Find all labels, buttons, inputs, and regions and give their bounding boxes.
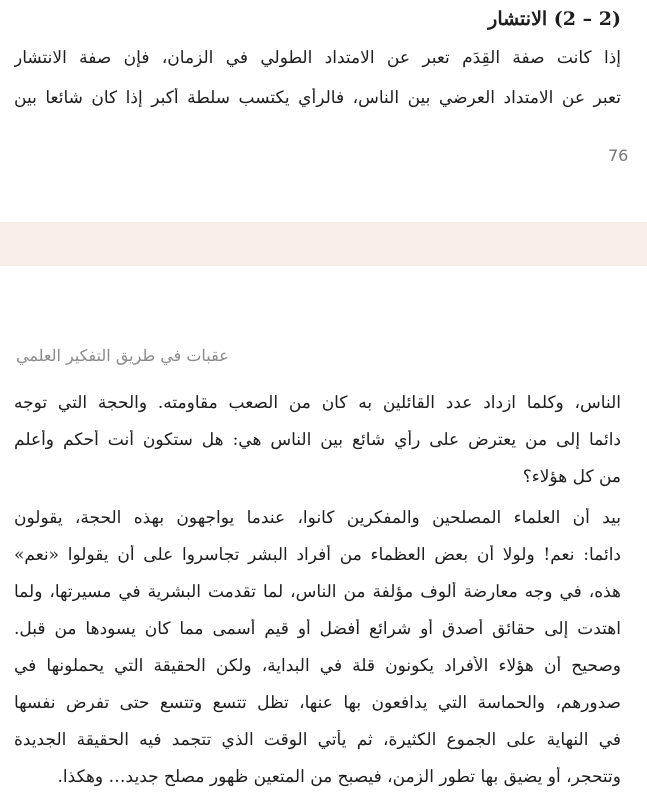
- paragraph-1-line-2: دائما إلى من يعترض على رأي شائع بين الناس هي: هل ستكون أنت أحكم وأعلم: [14, 430, 621, 450]
- paragraph-2-line-8: وتتحجر، أو يضيق بها تطور الزمن، فيصبح من المتعين ظهور مصلح جديد… وهكذا.: [57, 767, 621, 787]
- paragraph-2-line-2: دائما: نعم! ولولا أن بعض العظماء من أفراد البشر تجاسروا على أن يقولوا «نعم»: [14, 545, 621, 565]
- paragraph-1-line-3: من كل هؤلاء؟: [522, 467, 621, 487]
- paragraph-2-line-3: هذه، في وجه معارضة ألوف مؤلفة من الناس، لما تقدمت البشرية في مسيرتها، ولما: [14, 582, 621, 602]
- paragraph-2-line-1: بيد أن العلماء المصلحين والمفكرين كانوا، عندما يواجهون بهذه الحجة، يقولون: [14, 508, 621, 528]
- paragraph-2-line-7: في النهاية على الجموع الكثيرة، ثم يأتي الوقت الذي تتجمد فيه الحقيقة الجديدة: [14, 730, 621, 750]
- top-paragraph-line-1: إذا كانت صفة القِدَم تعبر عن الامتداد الطولي في الزمان، فإن صفة الانتشار: [14, 48, 621, 68]
- paragraph-2-line-6: صدورهم، والحماسة التي يدافعون بها عنها، تظل تتسع وتتسع حتى تفرض نفسها: [14, 693, 621, 713]
- paragraph-2-line-4: اهتدت إلى حقائق أصدق أو شرائع أفضل أو قيم أسمى مما كان يسودها من قبل.: [14, 619, 621, 639]
- top-paragraph-line-2: تعبر عن الامتداد العرضي بين الناس، فالرأي يكتسب سلطة أكبر إذا كان شائعا بين: [14, 88, 621, 108]
- top-page: [0, 0, 647, 222]
- paragraph-2-line-5: وصحيح أن هؤلاء الأفراد يكونون قلة في البداية، ولكن الحقيقة التي يحملونها في: [14, 656, 621, 676]
- page-number: 76: [608, 146, 629, 165]
- paragraph-1-line-1: الناس، وكلما ازداد عدد القائلين به كان من الصعب مقاومته. والحجة التي توجه: [14, 393, 621, 413]
- section-heading: (2 – 2) الانتشار: [488, 8, 621, 30]
- page-separator: [0, 222, 647, 266]
- running-header: عقبات في طريق التفكير العلمي: [16, 346, 229, 365]
